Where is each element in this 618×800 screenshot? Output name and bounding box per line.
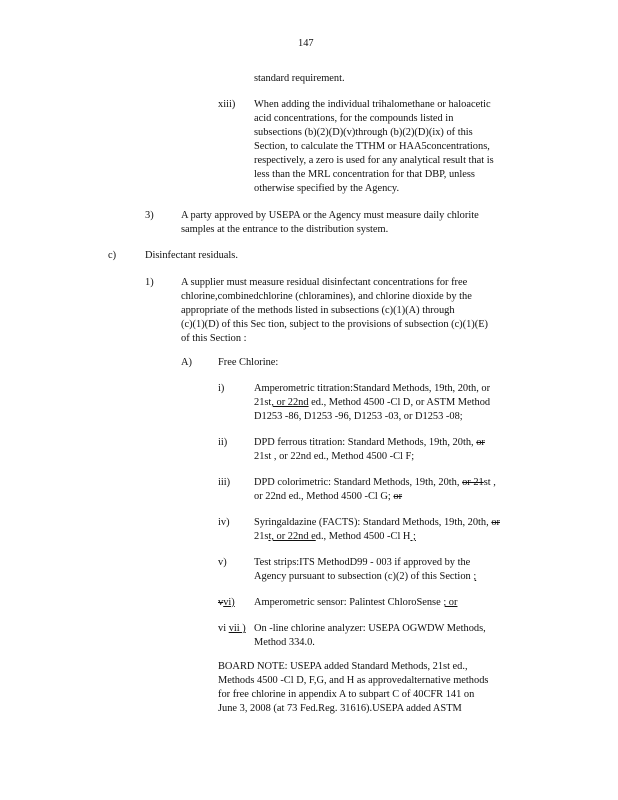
board-note-line: June 3, 2008 (at 73 Fed.Reg. 31616).USEPA added ASTM (218, 703, 462, 714)
method-vii-text (254, 622, 539, 650)
inserted-text: ; (473, 571, 477, 582)
method-line (254, 476, 539, 490)
item-1-label: 1) (145, 277, 154, 288)
method-line (254, 396, 539, 410)
page-number: 147 (298, 38, 314, 49)
deleted-text: or 21 (462, 477, 484, 488)
method-ii-text (254, 436, 539, 464)
item-3-line: samples at the entrance to the distribution system. (181, 224, 389, 235)
deleted-text: or (393, 491, 403, 502)
text-run: 21s (254, 531, 269, 542)
inserted-text: ; (410, 531, 416, 542)
board-note-line: Methods 4500 -Cl D, F,G, and H as approvedalternative methods (218, 675, 489, 686)
board-note-line: for free chlorine in appendix A to subpart C of 40CFR 141 on (218, 689, 475, 700)
item-xiii-line: acid concentrations, for the compounds listed in (254, 113, 454, 124)
item-1-line: of this Section : (181, 333, 247, 344)
method-vi-text (254, 596, 457, 610)
inserted-text: t, or 22nd e (268, 531, 316, 542)
item-3-label: 3) (145, 210, 154, 221)
item-xiii-line: Section, to calculate the TTHM or HAA5concentrations, (254, 141, 490, 152)
method-line (254, 530, 539, 544)
method-line: Amperometric titration:Standard Methods, 19th, 20th, or (254, 383, 491, 394)
deleted-text: or (476, 437, 485, 448)
text-run: Amperometric sensor: Palintest ChloroSense (254, 597, 444, 608)
method-line: Method 334.0. (254, 637, 315, 648)
method-iv-text (254, 516, 539, 544)
inserted-text: vi) (223, 597, 235, 608)
method-iii-label: iii) (218, 477, 231, 488)
inserted-text: , or 22nd (271, 397, 309, 408)
item-1-line: (c)(1)(D) of this Sec tion, subject to the provisions of subsection (c)(1)(E) (181, 319, 489, 330)
method-ii-label: ii) (218, 437, 228, 448)
item-xiii-text (254, 98, 539, 196)
board-note-line: BOARD NOTE: USEPA added Standard Methods, 21st ed., (218, 661, 468, 672)
item-xiii-line: When adding the individual trihalomethane or haloacetic (254, 99, 491, 110)
item-3-text (181, 209, 541, 237)
item-xiii-label: xiii) (218, 99, 236, 110)
method-i-text (254, 382, 539, 424)
text-run: DPD ferrous titration: Standard Methods, 19th, 20th, (254, 437, 477, 448)
item-3-line: A party approved by USEPA or the Agency must measure daily chlorite (181, 210, 479, 221)
text-run: d., Method 4500 -Cl H (315, 531, 411, 542)
method-line (254, 490, 539, 504)
item-c-text: Disinfectant residuals. (145, 250, 238, 261)
text-run: Syringaldazine (FACTS): Standard Methods, 19th, 20th, (254, 517, 492, 528)
method-vii-label (218, 622, 246, 636)
method-v-text (254, 556, 539, 584)
method-line: Test strips:ITS MethodD99 - 003 if approved by the (254, 557, 471, 568)
method-line: On -line chlorine analyzer: USEPA OGWDW Methods, (254, 623, 486, 634)
method-vi-label (218, 596, 235, 610)
text-run: or 22nd ed., Method 4500 -Cl G; (254, 491, 394, 502)
standard-requirement-line: standard requirement. (254, 73, 345, 84)
text-run: DPD colorimetric: Standard Methods, 19th, 20th, (254, 477, 463, 488)
method-i-label: i) (218, 383, 225, 394)
method-v-label: v) (218, 557, 227, 568)
item-A-label: A) (181, 357, 192, 368)
method-line (254, 570, 539, 584)
item-xiii-line: less than the MRL concentration for that DBP, unless (254, 169, 475, 180)
inserted-text: ; or (443, 597, 458, 608)
item-c-label: c) (108, 250, 117, 261)
text-run: 21st (254, 397, 272, 408)
method-line (254, 436, 539, 450)
text-run: Agency pursuant to subsection (c)(2) of this Section (254, 571, 474, 582)
item-1-text (181, 276, 541, 346)
item-xiii-line: subsections (b)(2)(D)(v)through (b)(2)(D)(ix) of this (254, 127, 473, 138)
method-line (254, 516, 539, 530)
text-run: st , (483, 477, 496, 488)
item-xiii-line: respectively, a zero is used for any analytical result that is (254, 155, 494, 166)
deleted-text: or (491, 517, 500, 528)
item-A-text: Free Chlorine: (218, 357, 279, 368)
item-1-line: chlorine,combinedchlorine (chloramines), and chlorine dioxide by the (181, 291, 472, 302)
inserted-text: vii ) (228, 623, 246, 634)
method-iii-text (254, 476, 539, 504)
text-run: ed., Method 4500 -Cl D, or ASTM Method (308, 397, 491, 408)
method-iv-label: iv) (218, 517, 230, 528)
board-note (218, 660, 538, 716)
text-run: vi (218, 623, 229, 634)
item-xiii-line: otherwise specified by the Agency. (254, 183, 400, 194)
method-line: 21st , or 22nd ed., Method 4500 -Cl F; (254, 451, 415, 462)
item-1-line: appropriate of the methods listed in subsections (c)(1)(A) through (181, 305, 455, 316)
item-1-line: A supplier must measure residual disinfectant concentrations for free (181, 277, 468, 288)
method-line: D1253 -86, D1253 -96, D1253 -03, or D1253 -08; (254, 411, 463, 422)
deleted-text: v (218, 597, 224, 608)
